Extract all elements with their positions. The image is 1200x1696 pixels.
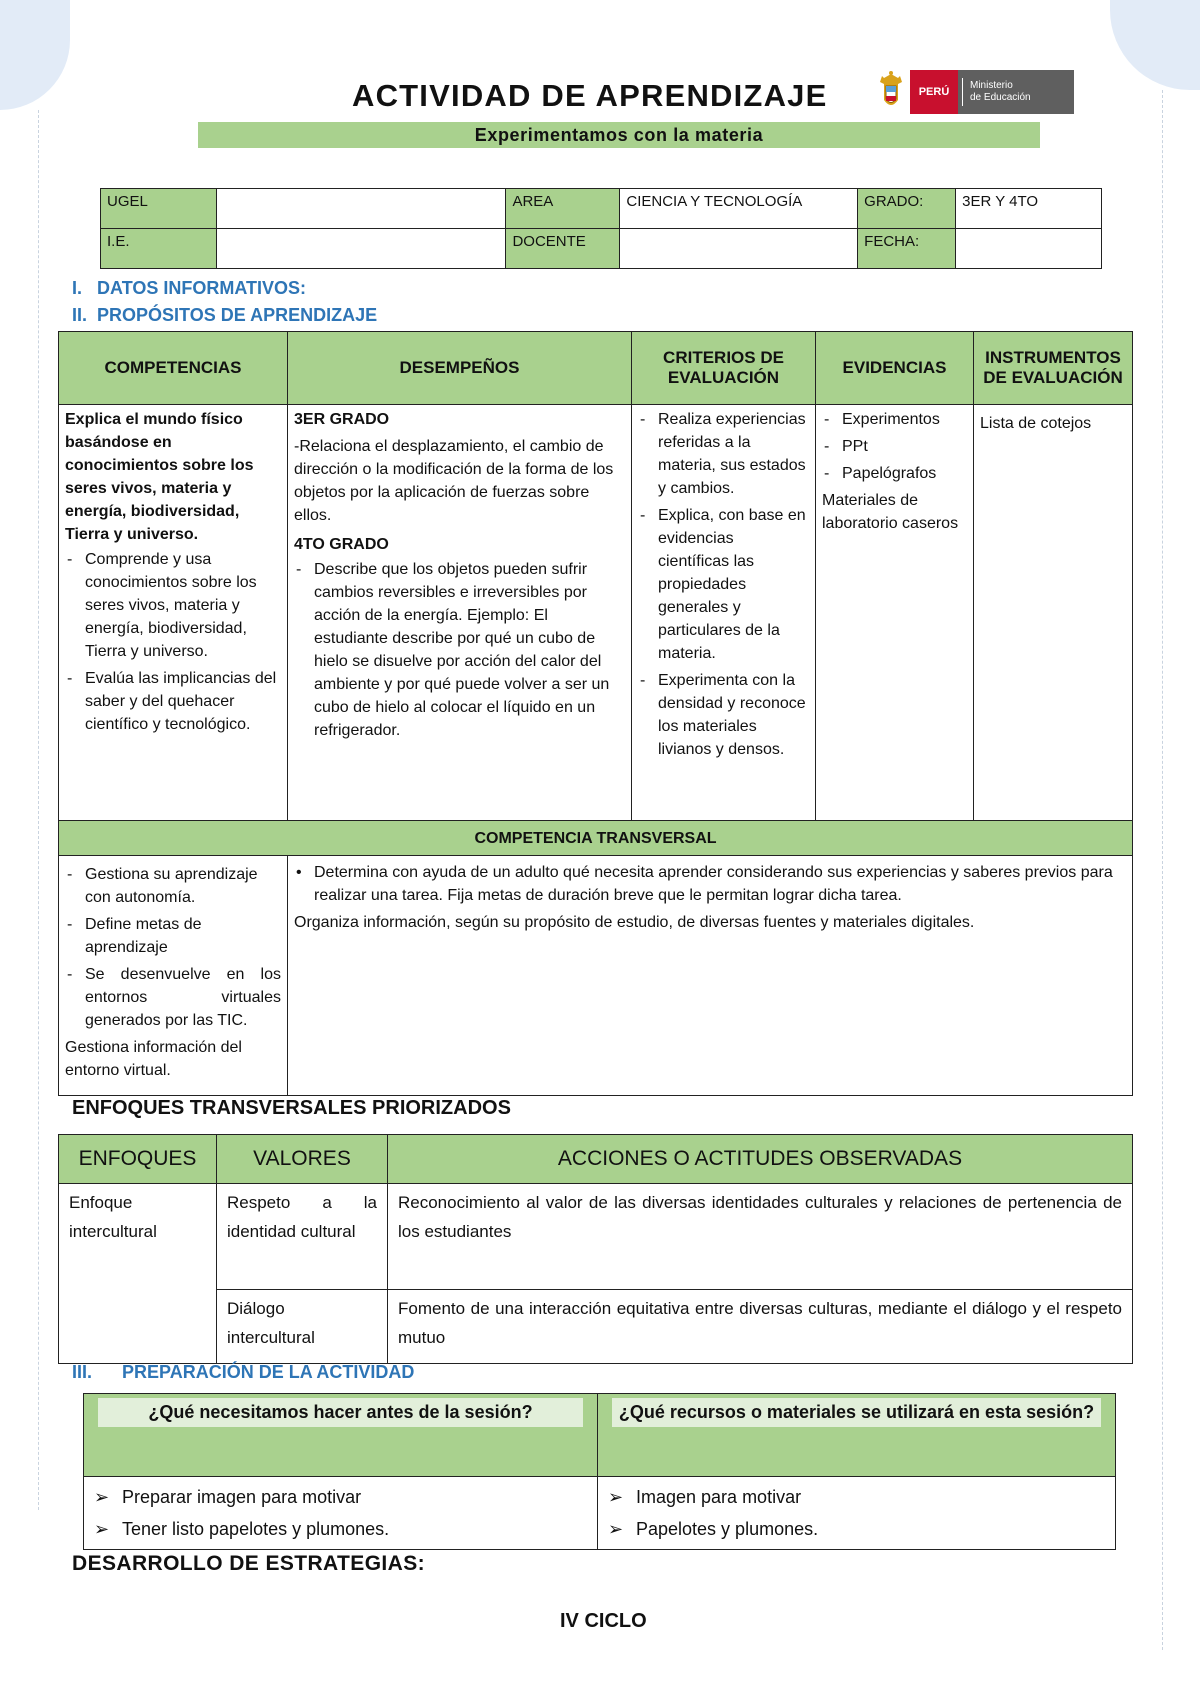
list-item xyxy=(608,1513,1105,1545)
section-title: PROPÓSITOS DE APRENDIZAJE xyxy=(97,305,378,325)
docente-value xyxy=(620,229,858,269)
capacidades-list xyxy=(65,548,281,736)
list-item: - Explica, con base en evidencias científicas las propiedades generales y particulares de la materia. xyxy=(638,504,809,665)
criterios-list xyxy=(638,408,809,761)
list-item: • Determina con ayuda de un adulto qué necesita aprender considerando sus experiencias y saberes previos para realizar una tarea. Fija metas de duración breve que le permitan lograr dicha tarea. xyxy=(294,861,1126,907)
list-item xyxy=(608,1481,1105,1513)
antes-cell xyxy=(84,1477,598,1550)
competencia-cell xyxy=(59,405,288,821)
desempeno-3-title: 3ER GRADO xyxy=(294,411,390,428)
transversal-desempenos-list xyxy=(294,861,1126,907)
list-item: - Papelógrafos xyxy=(822,462,967,485)
ugel-value xyxy=(216,189,506,229)
arrow-bullet-icon: ➢ xyxy=(94,1519,110,1539)
list-item: - Gestiona su aprendizaje con autonomía. xyxy=(65,863,281,909)
transversal-capacidades-list xyxy=(65,863,281,1032)
evidencias-extra: Materiales de laboratorio caseros xyxy=(822,492,959,532)
transversal-desempenos-cell xyxy=(288,856,1133,1096)
list-item: - Evalúa las implicancias del saber y del quehacer científico y tecnológico. xyxy=(65,667,281,736)
accion-cell: Fomento de una interacción equitativa entre diversas culturas, mediante el diálogo y el respeto mutuo xyxy=(388,1290,1133,1364)
list-item: - PPt xyxy=(822,435,967,458)
corner-decoration-right xyxy=(1110,0,1200,90)
evidencias-cell xyxy=(816,405,974,821)
transversal-capacidades-cell xyxy=(59,856,288,1096)
competencias-table xyxy=(58,331,1133,1096)
info-table xyxy=(100,188,1102,269)
peru-logo: PERÚ xyxy=(910,70,958,114)
list-item: - Realiza experiencias referidas a la materia, sus estados y cambios. xyxy=(638,408,809,500)
list-item: - Se desenvuelve en los entornos virtuales generados por las TIC. xyxy=(65,963,281,1032)
evidencias-list xyxy=(822,408,967,485)
header-acciones: ACCIONES O ACTITUDES OBSERVADAS xyxy=(388,1135,1133,1184)
list-item-text: Imagen para motivar xyxy=(636,1487,802,1507)
page-title: ACTIVIDAD DE APRENDIZAJE xyxy=(352,78,828,113)
list-item-text: Tener listo papelotes y plumones. xyxy=(122,1519,390,1539)
minedu-logo xyxy=(958,70,1074,114)
transversal-desempeno-text: Organiza información, según su propósito de estudio, de diversas fuentes y materiales digitales. xyxy=(294,914,975,931)
criterios-cell xyxy=(632,405,816,821)
list-item: - Comprende y usa conocimientos sobre los seres vivos, materia y energía, biodiversidad, Tierra y universo. xyxy=(65,548,281,663)
header-recursos-text: ¿Qué recursos o materiales se utilizará en esta sesión? xyxy=(612,1398,1101,1427)
desempeno-4-title: 4TO GRADO xyxy=(294,536,389,553)
valor-cell: Diálogo intercultural xyxy=(217,1290,388,1364)
enfoques-table xyxy=(58,1134,1133,1364)
instrumentos-value: Lista de cotejos xyxy=(980,415,1092,432)
accion-cell: Reconocimiento al valor de las diversas identidades culturales y relaciones de pertenencia de los estudiantes xyxy=(388,1184,1133,1290)
list-item-text: Papelotes y plumones. xyxy=(636,1519,819,1539)
header-enfoques: ENFOQUES xyxy=(59,1135,217,1184)
list-item xyxy=(94,1481,587,1513)
header-competencias: COMPETENCIAS xyxy=(59,332,288,405)
section-title: DATOS INFORMATIVOS: xyxy=(97,278,307,298)
section-number: II. xyxy=(72,305,88,325)
list-item: - Experimenta con la densidad y reconoce los materiales livianos y densos. xyxy=(638,669,809,761)
activity-subtitle: Experimentamos con la materia xyxy=(198,122,1040,148)
grado-label: GRADO: xyxy=(858,189,956,229)
header-instrumentos: INSTRUMENTOS DE EVALUACIÓN xyxy=(974,332,1133,405)
desempeno-4-list xyxy=(294,558,625,742)
corner-decoration-left xyxy=(0,0,70,110)
header-criterios: CRITERIOS DE EVALUACIÓN xyxy=(632,332,816,405)
desempeno-3-text: -Relaciona el desplazamiento, el cambio de dirección o la modificación de la forma de los objetos por la aplicación de fuerzas sobre ellos. xyxy=(294,438,614,524)
header-recursos xyxy=(598,1394,1116,1477)
preparacion-table xyxy=(83,1393,1116,1550)
grado-value: 3ER Y 4TO xyxy=(956,189,1102,229)
section-heading-datos xyxy=(72,278,306,299)
ugel-label: UGEL xyxy=(101,189,217,229)
fecha-label: FECHA: xyxy=(858,229,956,269)
instrumentos-cell xyxy=(974,405,1133,821)
header-valores: VALORES xyxy=(217,1135,388,1184)
list-item-text: Preparar imagen para motivar xyxy=(122,1487,362,1507)
section-title: PREPARACIÓN DE LA ACTIVIDAD xyxy=(122,1362,415,1382)
list-item: - Experimentos xyxy=(822,408,967,431)
desempenos-cell xyxy=(288,405,632,821)
desarrollo-title: DESARROLLO DE ESTRATEGIAS: xyxy=(72,1552,426,1575)
enfoque-cell: Enfoque intercultural xyxy=(59,1184,217,1364)
section-number: III. xyxy=(72,1362,93,1382)
area-label: AREA xyxy=(506,189,620,229)
header-antes xyxy=(84,1394,598,1477)
section-heading-propositos xyxy=(72,305,377,326)
recursos-cell xyxy=(598,1477,1116,1550)
ie-value xyxy=(216,229,506,269)
competencia-main: Explica el mundo físico basándose en conocimientos sobre los seres vivos, materia y energía, biodiversidad, Tierra y universo. xyxy=(65,411,254,543)
area-value: CIENCIA Y TECNOLOGÍA xyxy=(620,189,858,229)
margin-guide-right xyxy=(1162,90,1163,1650)
peru-shield-icon xyxy=(876,70,906,114)
page-footer: IV CICLO xyxy=(560,1610,647,1632)
section-number: I. xyxy=(72,278,83,298)
docente-label: DOCENTE xyxy=(506,229,620,269)
list-item: - Define metas de aprendizaje xyxy=(65,913,281,959)
ie-label: I.E. xyxy=(101,229,217,269)
list-item: - Describe que los objetos pueden sufrir cambios reversibles e irreversibles por acción de la energía. Ejemplo: El estudiante describe por qué un cubo de hielo se disuelve por acción del calor del ambiente y por qué puede volver a ser un cubo de hielo al colocar el líquido en un refrigerador. xyxy=(294,558,625,742)
transversal-extra: Gestiona información del entorno virtual. xyxy=(65,1039,242,1079)
minedu-logo-line2: de Educación xyxy=(970,92,1031,103)
header-evidencias: EVIDENCIAS xyxy=(816,332,974,405)
section-heading-preparacion xyxy=(72,1362,414,1383)
margin-guide-left xyxy=(38,110,39,1510)
header-antes-text: ¿Qué necesitamos hacer antes de la sesión? xyxy=(98,1398,583,1427)
arrow-bullet-icon: ➢ xyxy=(608,1487,624,1507)
enfoques-title: ENFOQUES TRANSVERSALES PRIORIZADOS xyxy=(72,1097,511,1119)
arrow-bullet-icon: ➢ xyxy=(608,1519,624,1539)
list-item xyxy=(94,1513,587,1545)
minedu-logo-line1: Ministerio xyxy=(970,80,1013,91)
transversal-header: COMPETENCIA TRANSVERSAL xyxy=(59,821,1133,856)
arrow-bullet-icon: ➢ xyxy=(94,1487,110,1507)
fecha-value xyxy=(956,229,1102,269)
valor-cell: Respeto a la identidad cultural xyxy=(217,1184,388,1290)
header-desempenos: DESEMPEÑOS xyxy=(288,332,632,405)
